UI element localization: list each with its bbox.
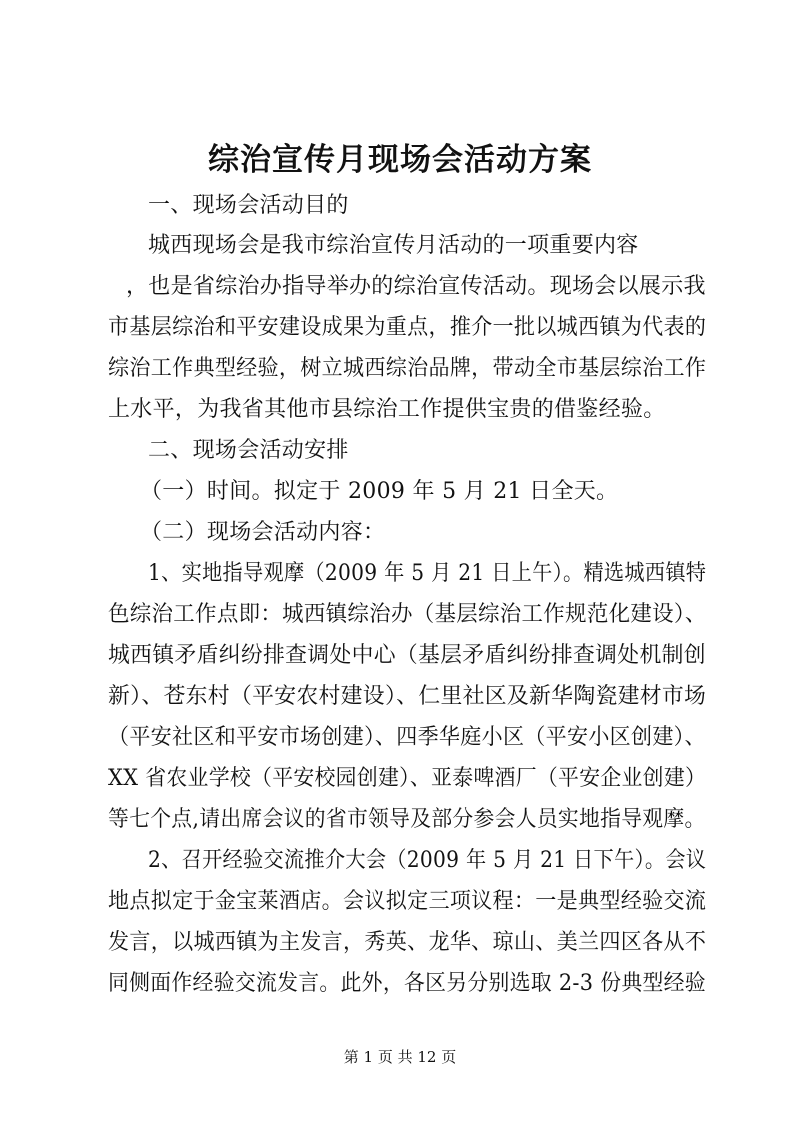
paragraph-line: 新）、苍东村（平安农村建设）、仁里社区及新华陶瓷建材市场 [108,684,707,709]
paragraph-line: 同侧面作经验交流发言。此外，各区另分别选取 2-3 份典型经验 [108,971,706,996]
paragraph-line: 等七个点,请出席会议的省市领导及部分参会人员实地指导观摩。 [108,807,706,832]
paragraph-line: 地点拟定于金宝莱酒店。会议拟定三项议程：一是典型经验交流 [108,889,707,914]
paragraph-line: 综治工作典型经验，树立城西综治品牌，带动全市基层综治工作 [108,356,707,381]
paragraph-line: 上水平，为我省其他市县综治工作提供宝贵的借鉴经验。 [108,397,666,422]
paragraph-line: ，也是省综治办指导举办的综治宣传活动。现场会以展示我 [126,274,706,299]
paragraph-line: （平安社区和平安市场创建）、四季华庭小区（平安小区创建）、 [108,725,706,750]
paragraph-line: 城西现场会是我市综治宣传月活动的一项重要内容 [148,233,639,258]
paragraph-line: 市基层综治和平安建设成果为重点，推介一批以城西镇为代表的 [108,315,707,340]
subsection-time: （一）时间。拟定于 2009 年 5 月 21 日全天。 [140,479,619,504]
paragraph-line: 城西镇矛盾纠纷排查调处中心（基层矛盾纠纷排查调处机制创 [108,643,706,668]
section-heading-2: 二、现场会活动安排 [148,438,349,463]
paragraph-line: 2、召开经验交流推介大会（2009 年 5 月 21 日下午）。会议 [148,848,707,873]
paragraph-line: 色综治工作点即：城西镇综治办（基层综治工作规范化建设）、 [108,602,707,627]
subsection-content: （二）现场会活动内容： [140,520,386,545]
paragraph-line: XX 省农业学校（平安校园创建）、亚泰啤酒厂（平安企业创建） [108,766,707,791]
page-footer: 第 1 页 共 12 页 [343,1048,457,1066]
paragraph-line: 1、实地指导观摩（2009 年 5 月 21 日上午）。精选城西镇特 [148,561,707,586]
document-title: 综治宣传月现场会活动方案 [208,142,592,178]
paragraph-line: 发言，以城西镇为主发言，秀英、龙华、琼山、美兰四区各从不 [108,930,707,955]
section-heading-1: 一、现场会活动目的 [148,193,349,218]
